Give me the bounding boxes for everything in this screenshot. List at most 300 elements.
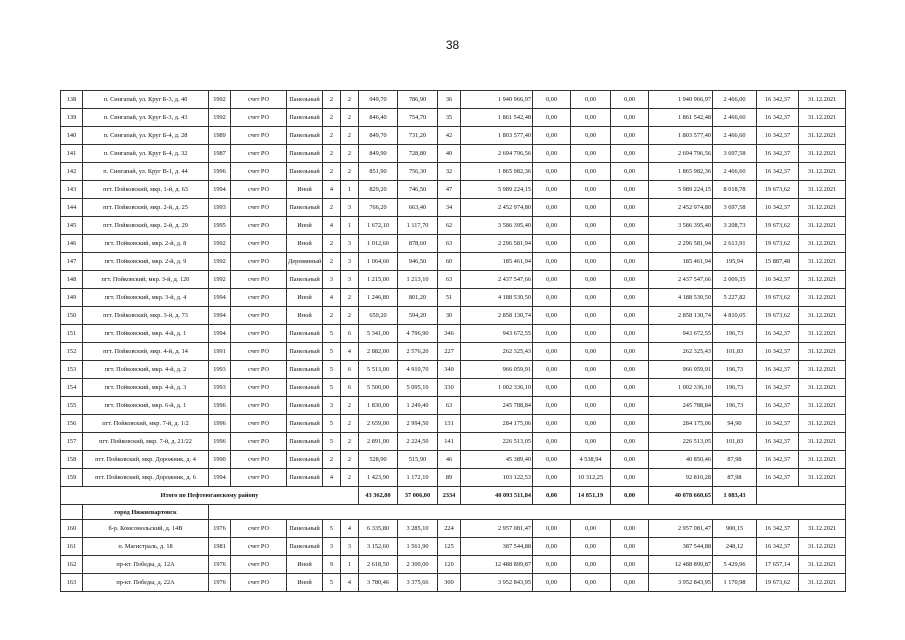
table-row [61, 307, 846, 325]
total-a1: 43 362,80 [359, 487, 398, 505]
cell-d: 31.12.2021 [799, 127, 846, 145]
cell-total: 387 544,88 [461, 538, 533, 556]
cell-p: 227 [438, 343, 461, 361]
cell-a1: 1 012,60 [359, 235, 398, 253]
cell-fl: 4 [323, 217, 341, 235]
cell-z1: 0,00 [533, 235, 571, 253]
cell-z3: 0,00 [611, 451, 649, 469]
cell-addr: п. Сингапай, ул. Круг Б-4, д. 32 [83, 145, 209, 163]
table-row [61, 253, 846, 271]
cell-wall: Панельный [287, 451, 323, 469]
cell-z2: 0,00 [571, 181, 611, 199]
cell-z1: 0,00 [533, 325, 571, 343]
cell-z3: 0,00 [611, 415, 649, 433]
table-row [61, 325, 846, 343]
cell-addr: б-р. Комсомольский, д. 14В [83, 520, 209, 538]
cell-z2: 0,00 [571, 556, 611, 574]
cell-total: 45 389,40 [461, 451, 533, 469]
cell-acc: счет РО [231, 307, 287, 325]
cell-addr: пгт. Пойковский, мкр. 4-й, д. 2 [83, 361, 209, 379]
cell-p: 330 [438, 379, 461, 397]
table-row [61, 181, 846, 199]
cell-addr: пгт. Пойковский, мкр. 3-й, д. 120 [83, 271, 209, 289]
cell-year: 1995 [209, 217, 231, 235]
cell-total: 2 437 547,66 [461, 271, 533, 289]
cell-wall: Панельный [287, 343, 323, 361]
cell-a1: 659,20 [359, 307, 398, 325]
cell-d: 31.12.2021 [799, 343, 846, 361]
table-row [61, 91, 846, 109]
cell-year: 1992 [209, 271, 231, 289]
cell-year: 1993 [209, 379, 231, 397]
cell-a1: 849,90 [359, 145, 398, 163]
cell-sum: 1 940 966,97 [649, 91, 713, 109]
cell-addr: пгт. Пойковский, мкр. 7-й, д. 1/2 [83, 415, 209, 433]
cell-wall: Панельный [287, 325, 323, 343]
cell-addr: пгт. Пойковский, мкр. 2-й, д. 25 [83, 199, 209, 217]
cell-d: 31.12.2021 [799, 289, 846, 307]
cell-sum: 40 850,46 [649, 451, 713, 469]
cell-p: 141 [438, 433, 461, 451]
cell-u: 2 009,35 [713, 271, 757, 289]
cell-year: 1989 [209, 127, 231, 145]
cell-en: 2 [341, 469, 359, 487]
cell-u: 3 697,58 [713, 199, 757, 217]
cell-en: 2 [341, 433, 359, 451]
cell-wall: Панельный [287, 397, 323, 415]
cell-addr: пгт. Пойковский, мкр. Дорожник, д. 4 [83, 451, 209, 469]
cell-addr: пр-кт. Победы, д. 22А [83, 574, 209, 592]
cell-n: 151 [61, 325, 83, 343]
cell-acc: счет РО [231, 325, 287, 343]
cell-m: 19 673,62 [757, 289, 799, 307]
cell-d: 31.12.2021 [799, 433, 846, 451]
cell-acc: счет РО [231, 199, 287, 217]
cell-u: 2 466,60 [713, 163, 757, 181]
cell-u: 248,12 [713, 538, 757, 556]
cell-n: 139 [61, 109, 83, 127]
cell-a1: 2 659,00 [359, 415, 398, 433]
cell-p: 120 [438, 556, 461, 574]
total-a2: 37 006,00 [398, 487, 438, 505]
cell-year: 1993 [209, 199, 231, 217]
cell-en: 2 [341, 145, 359, 163]
cell-z2: 0,00 [571, 289, 611, 307]
cell-a1: 6 335,80 [359, 520, 398, 538]
cell-a1: 851,90 [359, 163, 398, 181]
cell-p: 36 [438, 91, 461, 109]
cell-en: 2 [341, 127, 359, 145]
cell-m: 19 673,62 [757, 307, 799, 325]
cell-wall: Панельный [287, 415, 323, 433]
cell-m: 16 342,37 [757, 361, 799, 379]
cell-acc: счет РО [231, 181, 287, 199]
cell-d: 31.12.2021 [799, 469, 846, 487]
table-row [61, 451, 846, 469]
cell-u: 87,98 [713, 469, 757, 487]
cell-z3: 0,00 [611, 289, 649, 307]
cell-acc: счет РО [231, 451, 287, 469]
cell-en: 1 [341, 556, 359, 574]
cell-a2: 786,90 [398, 91, 438, 109]
cell-z2: 0,00 [571, 574, 611, 592]
cell-z3: 0,00 [611, 271, 649, 289]
cell-n: 159 [61, 469, 83, 487]
cell-n: 147 [61, 253, 83, 271]
cell-n: 162 [61, 556, 83, 574]
cell-d: 31.12.2021 [799, 574, 846, 592]
cell-n: 149 [61, 289, 83, 307]
cell-fl: 2 [323, 91, 341, 109]
cell-m: 16 342,37 [757, 325, 799, 343]
cell-sum: 2 858 130,74 [649, 307, 713, 325]
cell-z3: 0,00 [611, 91, 649, 109]
cell-wall: Панельный [287, 379, 323, 397]
cell-wall: Панельный [287, 469, 323, 487]
cell-sum: 2 437 547,66 [649, 271, 713, 289]
cell-acc: счет РО [231, 289, 287, 307]
cell-a1: 846,40 [359, 109, 398, 127]
cell-z1: 0,00 [533, 163, 571, 181]
cell-z3: 0,00 [611, 469, 649, 487]
cell-z1: 0,00 [533, 451, 571, 469]
cell-fl: 2 [323, 127, 341, 145]
cell-year: 1992 [209, 253, 231, 271]
cell-z3: 0,00 [611, 433, 649, 451]
cell-total: 1 940 966,97 [461, 91, 533, 109]
cell-a1: 5 513,00 [359, 361, 398, 379]
cell-sum: 3 952 843,95 [649, 574, 713, 592]
table-row [61, 556, 846, 574]
cell-z1: 0,00 [533, 361, 571, 379]
cell-p: 60 [438, 253, 461, 271]
cell-sum: 284 175,06 [649, 415, 713, 433]
cell-z2: 0,00 [571, 199, 611, 217]
cell-year: 1991 [209, 343, 231, 361]
cell-wall: Панельный [287, 520, 323, 538]
cell-z2: 0,00 [571, 307, 611, 325]
cell-fl: 4 [323, 289, 341, 307]
cell-n: 153 [61, 361, 83, 379]
cell-d: 31.12.2021 [799, 181, 846, 199]
cell-u: 196,73 [713, 325, 757, 343]
cell-z2: 0,00 [571, 271, 611, 289]
cell-n: 148 [61, 271, 83, 289]
cell-u: 196,73 [713, 397, 757, 415]
cell-en: 2 [341, 397, 359, 415]
cell-m: 19 673,62 [757, 217, 799, 235]
cell-n: 160 [61, 520, 83, 538]
cell-p: 63 [438, 397, 461, 415]
city-empty-right [209, 505, 846, 520]
table-row [61, 163, 846, 181]
cell-sum: 245 788,84 [649, 397, 713, 415]
cell-sum: 387 544,88 [649, 538, 713, 556]
cell-u: 94,90 [713, 415, 757, 433]
cell-u: 3 697,58 [713, 145, 757, 163]
cell-n: 157 [61, 433, 83, 451]
table-row [61, 217, 846, 235]
cell-m: 16 342,37 [757, 199, 799, 217]
cell-d: 31.12.2021 [799, 199, 846, 217]
cell-z3: 0,00 [611, 127, 649, 145]
cell-a2: 746,50 [398, 181, 438, 199]
cell-a2: 2 994,50 [398, 415, 438, 433]
cell-z2: 0,00 [571, 217, 611, 235]
cell-z2: 0,00 [571, 145, 611, 163]
cell-p: 125 [438, 538, 461, 556]
cell-acc: счет РО [231, 574, 287, 592]
total-z3: 0,00 [611, 487, 649, 505]
table-row [61, 469, 846, 487]
table-row [61, 235, 846, 253]
cell-p: 35 [438, 109, 461, 127]
cell-a1: 1 064,60 [359, 253, 398, 271]
cell-u: 4 810,05 [713, 307, 757, 325]
cell-z1: 0,00 [533, 253, 571, 271]
cell-a1: 829,20 [359, 181, 398, 199]
cell-addr: п. Сингапай, ул. Круг Б-3, д. 40 [83, 91, 209, 109]
cell-year: 1976 [209, 556, 231, 574]
cell-a2: 728,80 [398, 145, 438, 163]
cell-z1: 0,00 [533, 199, 571, 217]
cell-total: 12 488 899,87 [461, 556, 533, 574]
cell-z1: 0,00 [533, 91, 571, 109]
cell-total: 226 513,05 [461, 433, 533, 451]
cell-acc: счет РО [231, 556, 287, 574]
cell-en: 6 [341, 325, 359, 343]
cell-z1: 0,00 [533, 343, 571, 361]
cell-m: 19 673,62 [757, 235, 799, 253]
cell-sum: 1 803 577,40 [649, 127, 713, 145]
city-label: город Нижневартовск [83, 505, 209, 520]
cell-m: 16 342,37 [757, 109, 799, 127]
cell-addr: п. Сингапай, ул. Круг Б-4, д. 28 [83, 127, 209, 145]
cell-year: 1994 [209, 181, 231, 199]
cell-n: 161 [61, 538, 83, 556]
cell-z3: 0,00 [611, 109, 649, 127]
cell-total: 2 296 581,94 [461, 235, 533, 253]
cell-year: 1994 [209, 469, 231, 487]
cell-total: 2 858 130,74 [461, 307, 533, 325]
cell-fl: 2 [323, 307, 341, 325]
cell-fl: 2 [323, 163, 341, 181]
cell-z2: 0,00 [571, 520, 611, 538]
cell-sum: 2 957 081,47 [649, 520, 713, 538]
cell-n: 146 [61, 235, 83, 253]
cell-a1: 949,70 [359, 91, 398, 109]
cell-a1: 1 246,80 [359, 289, 398, 307]
cell-sum: 4 188 530,50 [649, 289, 713, 307]
cell-m: 16 342,37 [757, 415, 799, 433]
cell-a1: 5 341,00 [359, 325, 398, 343]
cell-sum: 2 296 581,94 [649, 235, 713, 253]
cell-p: 62 [438, 217, 461, 235]
cell-a2: 1 213,10 [398, 271, 438, 289]
cell-a2: 515,90 [398, 451, 438, 469]
cell-z2: 0,00 [571, 397, 611, 415]
cell-wall: Иной [287, 235, 323, 253]
cell-sum: 3 586 395,40 [649, 217, 713, 235]
cell-a2: 1 561,90 [398, 538, 438, 556]
cell-en: 3 [341, 235, 359, 253]
cell-year: 1993 [209, 361, 231, 379]
cell-wall: Панельный [287, 163, 323, 181]
cell-total: 2 957 081,47 [461, 520, 533, 538]
cell-z2: 0,00 [571, 163, 611, 181]
cell-acc: счет РО [231, 433, 287, 451]
cell-n: 141 [61, 145, 83, 163]
cell-total: 103 122,53 [461, 469, 533, 487]
cell-d: 31.12.2021 [799, 217, 846, 235]
table-row [61, 289, 846, 307]
cell-a1: 1 423,90 [359, 469, 398, 487]
cell-total: 2 694 796,56 [461, 145, 533, 163]
table-row [61, 415, 846, 433]
cell-m: 19 673,62 [757, 181, 799, 199]
table-row [61, 397, 846, 415]
cell-z2: 0,00 [571, 253, 611, 271]
cell-z2: 0,00 [571, 538, 611, 556]
cell-fl: 5 [323, 361, 341, 379]
cell-year: 1994 [209, 325, 231, 343]
cell-acc: счет РО [231, 343, 287, 361]
total-label: Итого по Нефтеюганскому району [61, 487, 359, 505]
cell-en: 2 [341, 109, 359, 127]
cell-n: 140 [61, 127, 83, 145]
cell-acc: счет РО [231, 217, 287, 235]
cell-sum: 1 002 336,10 [649, 379, 713, 397]
cell-en: 2 [341, 415, 359, 433]
cell-year: 1996 [209, 433, 231, 451]
cell-n: 150 [61, 307, 83, 325]
cell-z1: 0,00 [533, 556, 571, 574]
cell-a2: 663,40 [398, 199, 438, 217]
cell-d: 31.12.2021 [799, 415, 846, 433]
cell-d: 31.12.2021 [799, 556, 846, 574]
cell-z1: 0,00 [533, 271, 571, 289]
register-table [60, 90, 846, 592]
cell-u: 195,94 [713, 253, 757, 271]
cell-n: 155 [61, 397, 83, 415]
cell-fl: 4 [323, 181, 341, 199]
cell-u: 2 466,60 [713, 127, 757, 145]
cell-a1: 3 780,46 [359, 574, 398, 592]
cell-en: 4 [341, 343, 359, 361]
cell-p: 89 [438, 469, 461, 487]
cell-en: 3 [341, 199, 359, 217]
cell-a1: 5 500,00 [359, 379, 398, 397]
table-row [61, 199, 846, 217]
cell-sum: 185 461,94 [649, 253, 713, 271]
cell-year: 1992 [209, 91, 231, 109]
cell-u: 101,83 [713, 433, 757, 451]
cell-z1: 0,00 [533, 145, 571, 163]
cell-m: 15 887,48 [757, 253, 799, 271]
cell-z2: 10 312,25 [571, 469, 611, 487]
cell-d: 31.12.2021 [799, 271, 846, 289]
cell-a2: 2 300,00 [398, 556, 438, 574]
cell-total: 1 803 577,40 [461, 127, 533, 145]
cell-total: 966 059,91 [461, 361, 533, 379]
cell-acc: счет РО [231, 109, 287, 127]
cell-year: 1987 [209, 145, 231, 163]
cell-u: 196,73 [713, 379, 757, 397]
cell-d: 31.12.2021 [799, 253, 846, 271]
total-p: 2334 [438, 487, 461, 505]
cell-en: 1 [341, 217, 359, 235]
cell-a1: 2 618,50 [359, 556, 398, 574]
cell-total: 245 788,84 [461, 397, 533, 415]
cell-a2: 946,50 [398, 253, 438, 271]
cell-n: 154 [61, 379, 83, 397]
cell-a1: 2 882,00 [359, 343, 398, 361]
cell-fl: 4 [323, 469, 341, 487]
cell-en: 3 [341, 538, 359, 556]
cell-addr: пгт. Пойковский, мкр. 2-й, д. 9 [83, 253, 209, 271]
cell-a2: 2 576,20 [398, 343, 438, 361]
cell-year: 1990 [209, 451, 231, 469]
cell-wall: Иной [287, 217, 323, 235]
cell-a2: 594,20 [398, 307, 438, 325]
cell-year: 1994 [209, 307, 231, 325]
cell-wall: Деревянный [287, 253, 323, 271]
cell-acc: счет РО [231, 538, 287, 556]
cell-fl: 3 [323, 397, 341, 415]
cell-fl: 3 [323, 271, 341, 289]
cell-year: 1996 [209, 415, 231, 433]
table-row [61, 574, 846, 592]
cell-p: 42 [438, 127, 461, 145]
cell-fl: 2 [323, 145, 341, 163]
cell-z1: 0,00 [533, 397, 571, 415]
cell-total: 1 002 336,10 [461, 379, 533, 397]
cell-d: 31.12.2021 [799, 538, 846, 556]
cell-acc: счет РО [231, 91, 287, 109]
cell-en: 6 [341, 379, 359, 397]
cell-fl: 2 [323, 199, 341, 217]
cell-a2: 5 095,10 [398, 379, 438, 397]
cell-a2: 878,60 [398, 235, 438, 253]
cell-en: 4 [341, 520, 359, 538]
cell-z3: 0,00 [611, 307, 649, 325]
cell-z2: 0,00 [571, 109, 611, 127]
cell-fl: 5 [323, 415, 341, 433]
cell-z1: 0,00 [533, 181, 571, 199]
cell-z2: 0,00 [571, 415, 611, 433]
cell-m: 16 342,37 [757, 145, 799, 163]
cell-acc: счет РО [231, 145, 287, 163]
cell-z2: 0,00 [571, 361, 611, 379]
cell-d: 31.12.2021 [799, 235, 846, 253]
cell-acc: счет РО [231, 271, 287, 289]
cell-a2: 2 224,50 [398, 433, 438, 451]
cell-total: 4 188 530,50 [461, 289, 533, 307]
cell-fl: 2 [323, 451, 341, 469]
cell-en: 6 [341, 361, 359, 379]
cell-a2: 754,70 [398, 109, 438, 127]
cell-acc: счет РО [231, 163, 287, 181]
cell-a2: 3 285,10 [398, 520, 438, 538]
cell-n: 152 [61, 343, 83, 361]
cell-sum: 966 059,91 [649, 361, 713, 379]
cell-wall: Иной [287, 289, 323, 307]
cell-z3: 0,00 [611, 199, 649, 217]
cell-m: 16 342,37 [757, 451, 799, 469]
cell-d: 31.12.2021 [799, 325, 846, 343]
cell-u: 2 466,60 [713, 109, 757, 127]
cell-m: 16 342,37 [757, 343, 799, 361]
